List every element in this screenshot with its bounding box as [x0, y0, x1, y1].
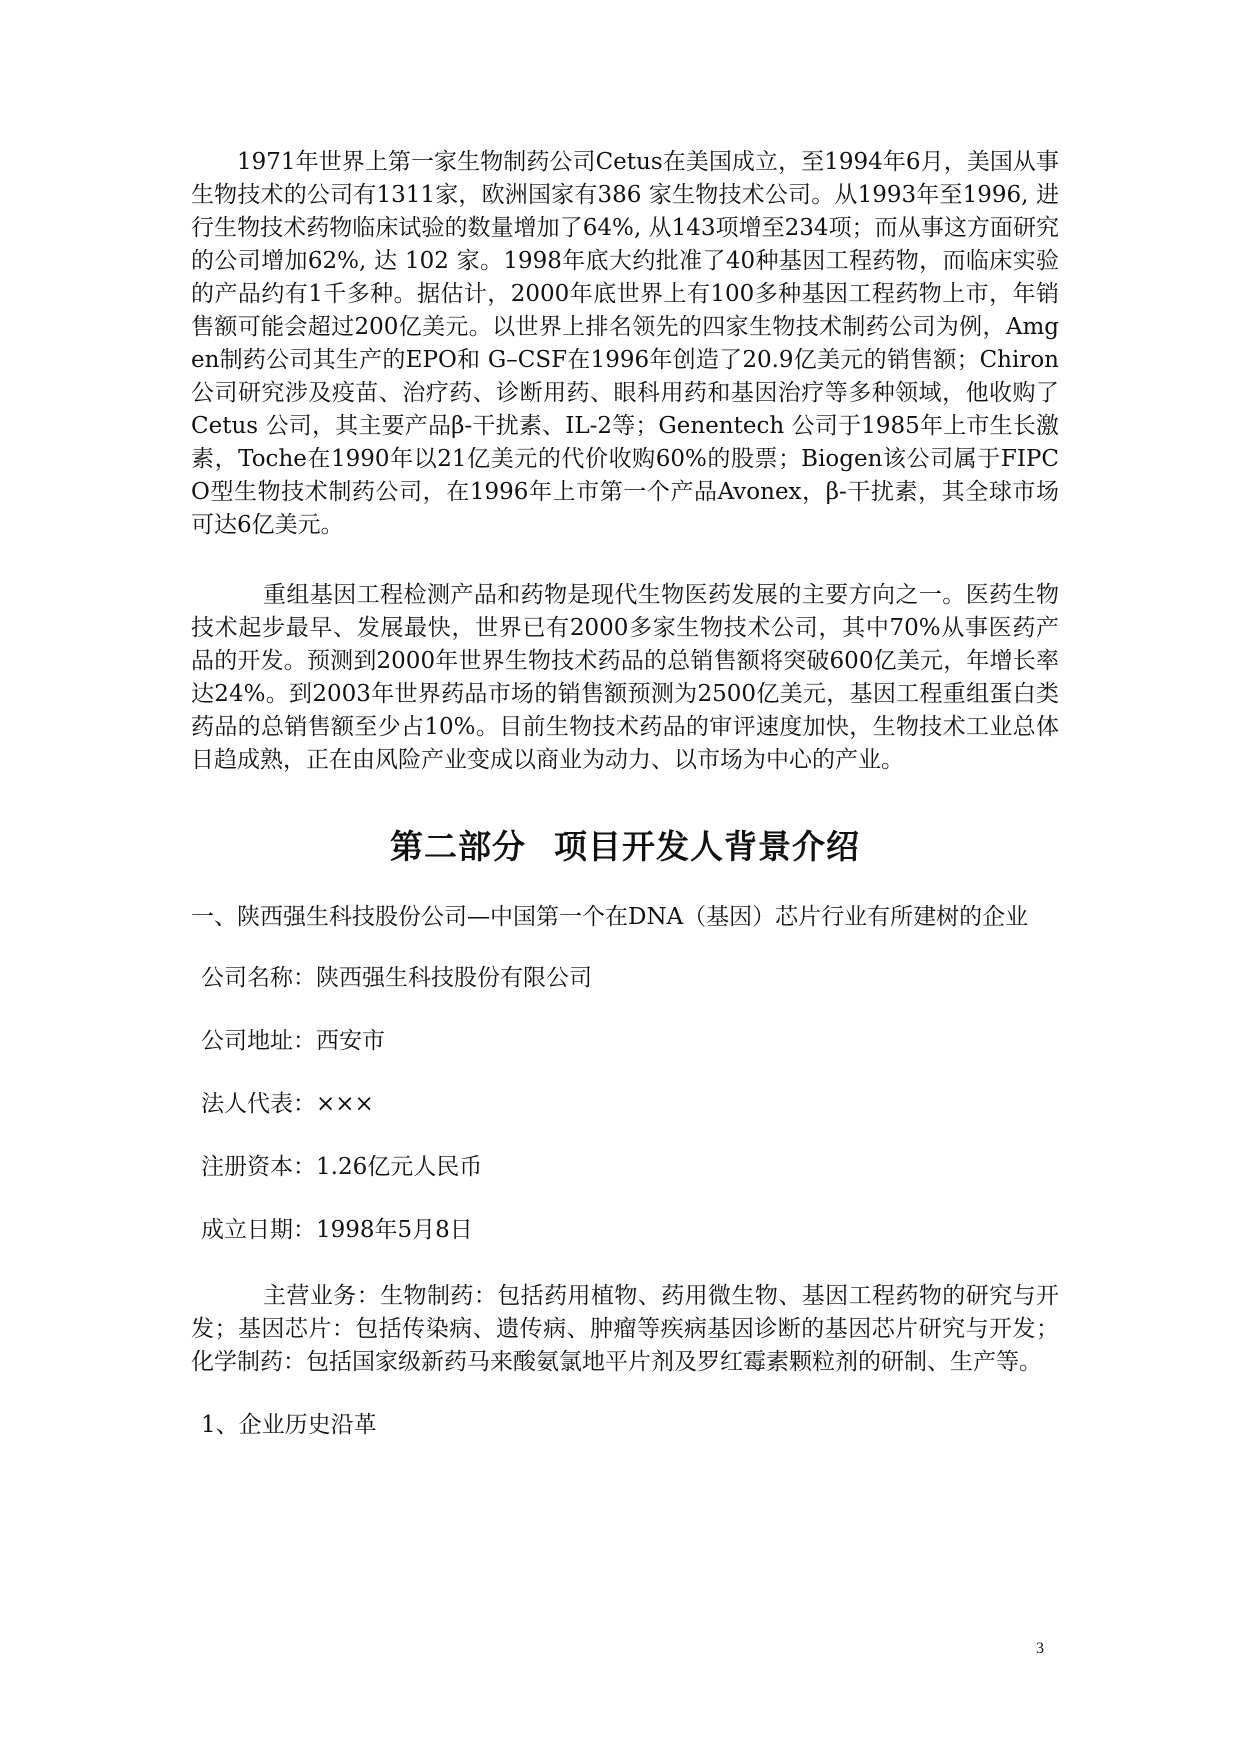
legal-representative: 法人代表：×××	[201, 1091, 374, 1117]
registered-capital: 注册资本：1.26亿元人民币	[201, 1154, 483, 1180]
company-address: 公司地址：西安市	[201, 1028, 385, 1054]
part-heading	[191, 821, 1059, 868]
paragraph-biotech-companies: 1971年世界上第一家生物制药公司Cetus在美国成立，至1994年6月，美国从事生物技术的公司有1311家，欧洲国家有386 家生物技术公司。从1993年至1996, 进行生物技术药物临床试验的数量增加了64%, 从143项增至234项；而从事这方面研究的公司增加62%, 达 102 家。1998年底大约批准了40种基因工程药物，而临床实验的产品约有1千多种。据估计，2000年底世界上有100多种基因工程药物上市，年销售额可能会超过200亿美元。以世界上排名领先的四家生物技术制药公司为例，Amgen制药公司其生产的EPO和 G–CSF在1996年创造了20.9亿美元的销售额；Chiron公司研究涉及疫苗、治疗药、诊断用药、眼科用药和基因治疗等多种领域，他收购了Cetus 公司，其主要产品β-干扰素、IL-2等；Genentech 公司于1985年上市生长激素，Toche在1990年以21亿美元的代价收购60%的股票；Biogen该公司属于FIPCO型生物技术制药公司，在1996年上市第一个产品Avonex，β-干扰素，其全球市场可达6亿美元。	[191, 149, 1059, 538]
main-business: 主营业务：生物制药：包括药用植物、药用微生物、基因工程药物的研究与开发；基因芯片：包括传染病、遗传病、肿瘤等疾病基因诊断的基因芯片研究与开发；化学制药：包括国家级新药马来酸氨氯地平片剂及罗红霉素颗粒剂的研制、生产等。	[191, 1283, 1059, 1375]
page-content	[191, 146, 1059, 1442]
part-title: 项目开发人背景介绍	[554, 827, 860, 866]
founding-date: 成立日期：1998年5月8日	[201, 1217, 473, 1243]
section-title-company: 一、陕西强生科技股份公司—中国第一个在DNA（基因）芯片行业有所建树的企业	[191, 904, 1029, 930]
paragraph-genetic-engineering: 重组基因工程检测产品和药物是现代生物医药发展的主要方向之一。医药生物技术起步最早、发展最快，世界已有2000多家生物技术公司，其中70%从事医药产品的开发。预测到2000年世界生物技术药品的总销售额将突破600亿美元，年增长率达24%。到2003年世界药品市场的销售额预测为2500亿美元，基因工程重组蛋白类药品的总销售额至少占10%。目前生物技术药品的审评速度加快，生物技术工业总体日趋成熟，正在由风险产业变成以商业为动力、以市场为中心的产业。	[191, 582, 1059, 773]
company-name: 公司名称：陕西强生科技股份有限公司	[201, 965, 592, 991]
history-heading: 1、企业历史沿革	[201, 1412, 377, 1438]
page-number: 3	[1036, 1640, 1044, 1657]
part-label: 第二部分	[390, 827, 526, 866]
